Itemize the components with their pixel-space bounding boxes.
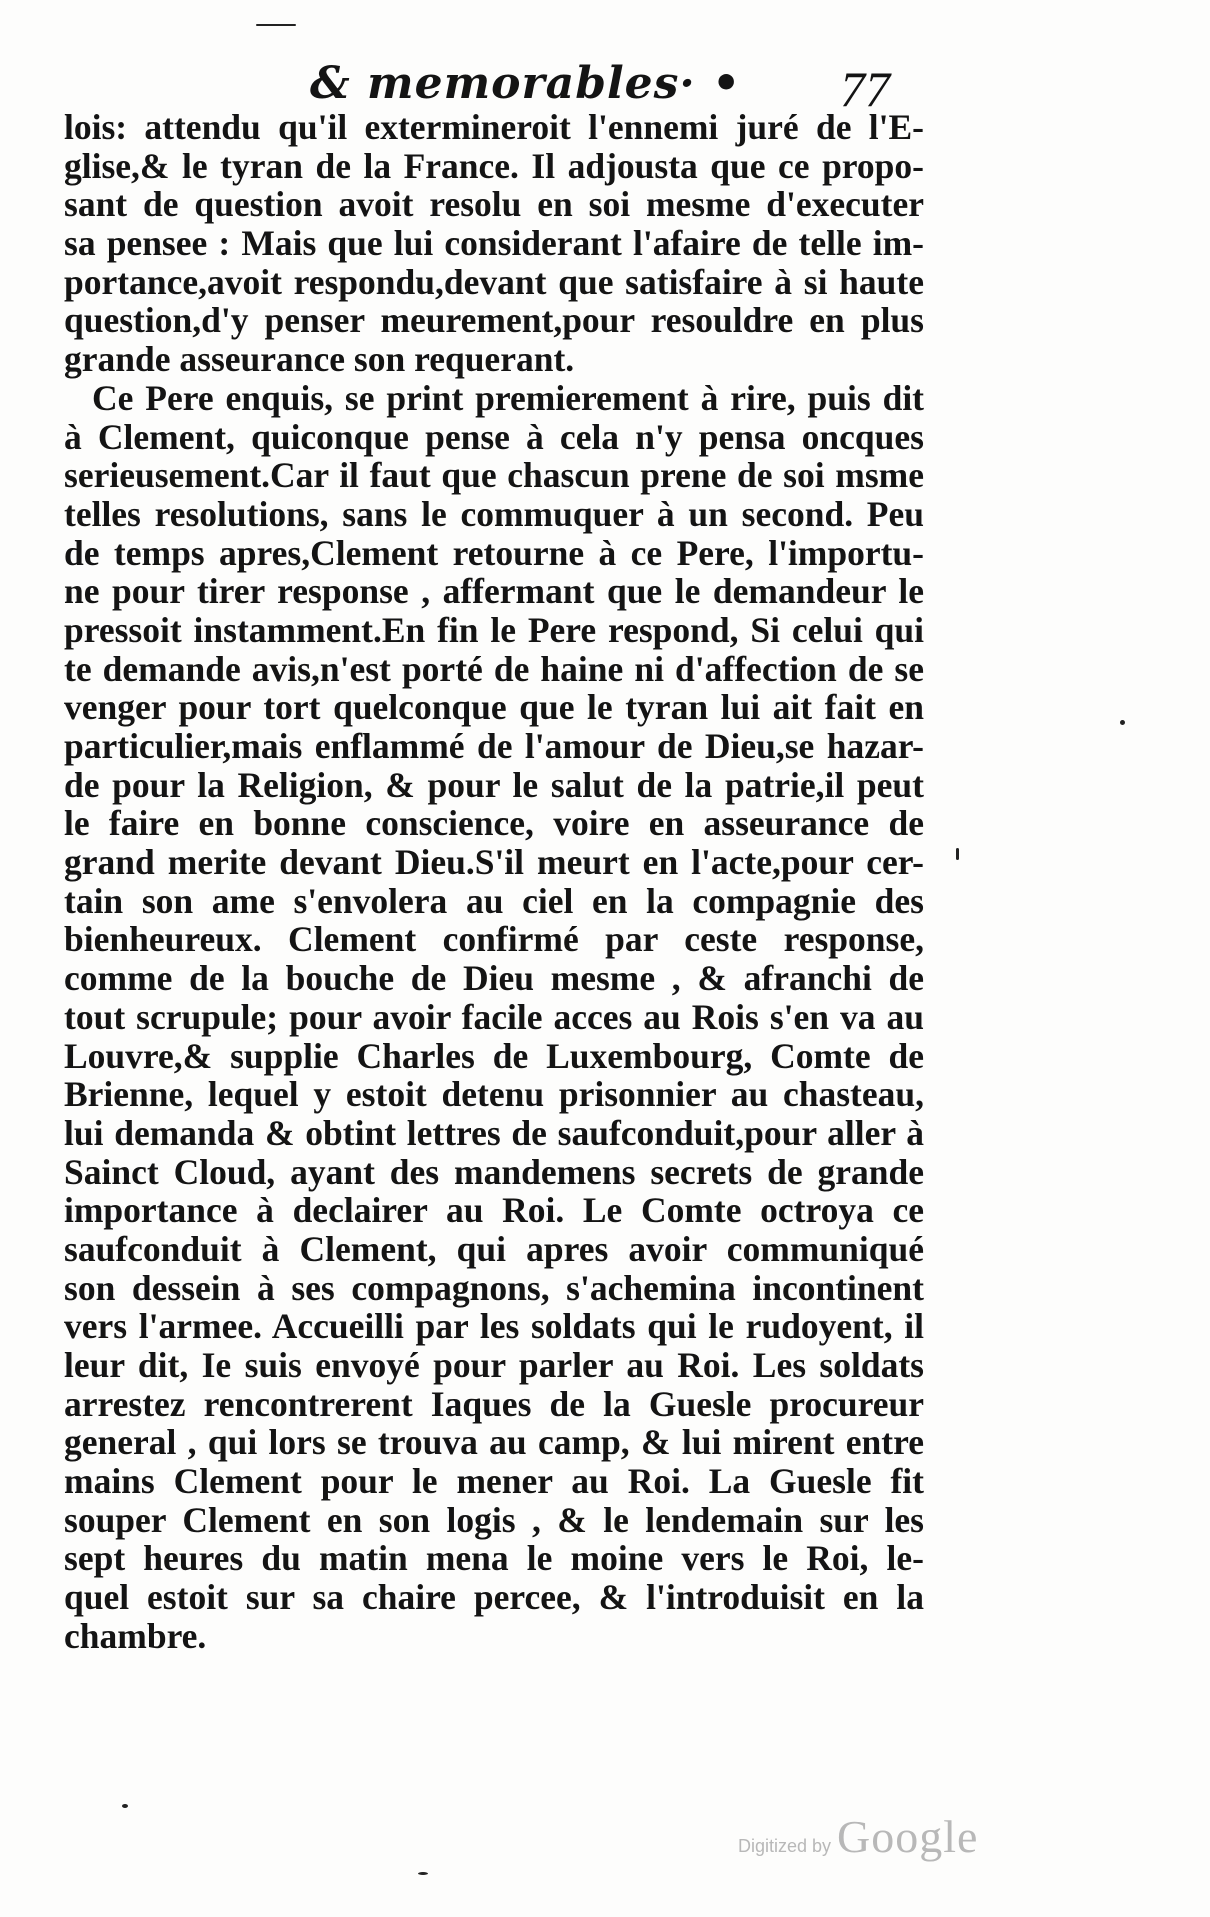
paragraph-1 (64, 108, 924, 379)
text-line: serieusement.Car il faut que chascun prene de soi msme (64, 455, 924, 496)
scan-speck (418, 1872, 428, 1875)
text-line: sept heures du matin mena le moine vers le Roi, le- (64, 1538, 924, 1579)
text-line: ne pour tirer responsе , affermant que le demandeur le (64, 571, 924, 612)
text-line: à Clement, quiconque pense à cela n'y pensa oncques (64, 416, 924, 457)
text-line: venger pour tort quelconque que le tyran lui ait fait en (64, 687, 924, 728)
text-line: saufconduit à Clement, qui apres avoir communiqué (64, 1228, 924, 1269)
text-line: quel estoit sur sa chaire percee, & l'introduisit en la (64, 1577, 924, 1618)
text-line: souper Clement en son logis , & le lendemain sur les (64, 1499, 924, 1540)
text-line: grand merite devant Dieu.S'il meurt en l'acte,pour cer- (64, 842, 924, 883)
text-line: sant de question avoit resolu en soi mesme d'executer (64, 184, 924, 225)
text-line: de pour la Religion, & pour le salut de la patrie,il peut (64, 764, 924, 805)
text-line: lui demanda & obtint lettres de saufconduit,pour aller à (64, 1112, 924, 1153)
scan-speck (256, 24, 296, 26)
text-line: particulier,mais enflammé de l'amour de Dieu,se hazar- (64, 726, 924, 766)
text-line: bienheureux. Clement confirmé par ceste response, (64, 919, 924, 960)
digitized-by-text: Digitized by (738, 1836, 832, 1856)
text-line: vers l'armee. Accueilli par les soldats qui le rudoyent, il (64, 1306, 924, 1347)
text-line: importance à declairer au Roi. Le Comte octroya ce (64, 1190, 924, 1231)
google-logo-text: Google (837, 1811, 979, 1862)
text-line: te demande avis,n'est porté de haine ni d'affection de se (64, 648, 924, 689)
text-line: son dessein à ses compagnons, s'achemina incontinent (64, 1267, 924, 1308)
page-number: 77 (840, 61, 890, 117)
text-line: telles resolutions, sans le commuquer à un second. Peu (64, 493, 924, 534)
text-line: grande asseurance son requerant. (64, 339, 575, 380)
running-head: & memorables· • (310, 58, 742, 109)
scan-speck (122, 1804, 128, 1808)
text-line: general , qui lors se trouva au camp, & lui mirent entre (64, 1422, 924, 1463)
text-line: comme de la bouche de Dieu mesme , & afranchi de (64, 958, 924, 999)
text-line: leur dit, Ie suis envoyé pour parler au Roi. Les soldats (64, 1345, 924, 1385)
text-line: tout scrupule; pour avoir facile acces au Rois s'en va au (64, 996, 924, 1037)
text-line: sa pensee : Mais que lui considerant l'afaire de telle im- (64, 223, 924, 264)
text-line: mains Clement pour le mener au Roi. La Guesle fit (64, 1461, 924, 1502)
text-line: Ce Pere enquis, se print premierement à rire, puis dit (92, 377, 924, 418)
text-line: arrestez rencontrerent Iaques de la Guesle procureur (64, 1383, 924, 1424)
text-line: glise,& le tyran de la France. Il adjousta que ce propo- (64, 145, 924, 186)
digitized-by-google-watermark (738, 1810, 978, 1863)
scan-speck (1120, 720, 1125, 725)
text-line: Brienne, lequel y estoit detenu prisonnier au chasteau, (64, 1074, 924, 1115)
text-line: de temps apres,Clement retourne à ce Pere, l'importu- (64, 532, 924, 573)
text-line: Louvre,& supplie Charles de Luxembourg, Comte de (64, 1035, 924, 1076)
text-line: lois: attendu qu'il extermineroit l'ennemi juré de l'E- (64, 107, 924, 147)
text-line: portance,avoit respondu,devant que satisfaire à si haute (64, 261, 924, 302)
text-line: le faire en bonne conscience, voire en asseurance de (64, 803, 924, 844)
text-line: question,d'y penser meurement,pour resouldre en plus (64, 300, 924, 341)
scan-speck (956, 848, 959, 860)
text-line: pressoit instamment.En fin le Pere respond, Si celui qui (64, 609, 924, 650)
paragraph-2 (64, 379, 924, 1656)
text-line: Sainct Cloud, ayant des mandemens secrets de grande (64, 1151, 924, 1192)
text-line: chambre. (64, 1615, 207, 1656)
body-text (64, 108, 924, 1656)
text-line: tain son ame s'envolera au ciel en la compagnie des (64, 880, 924, 921)
